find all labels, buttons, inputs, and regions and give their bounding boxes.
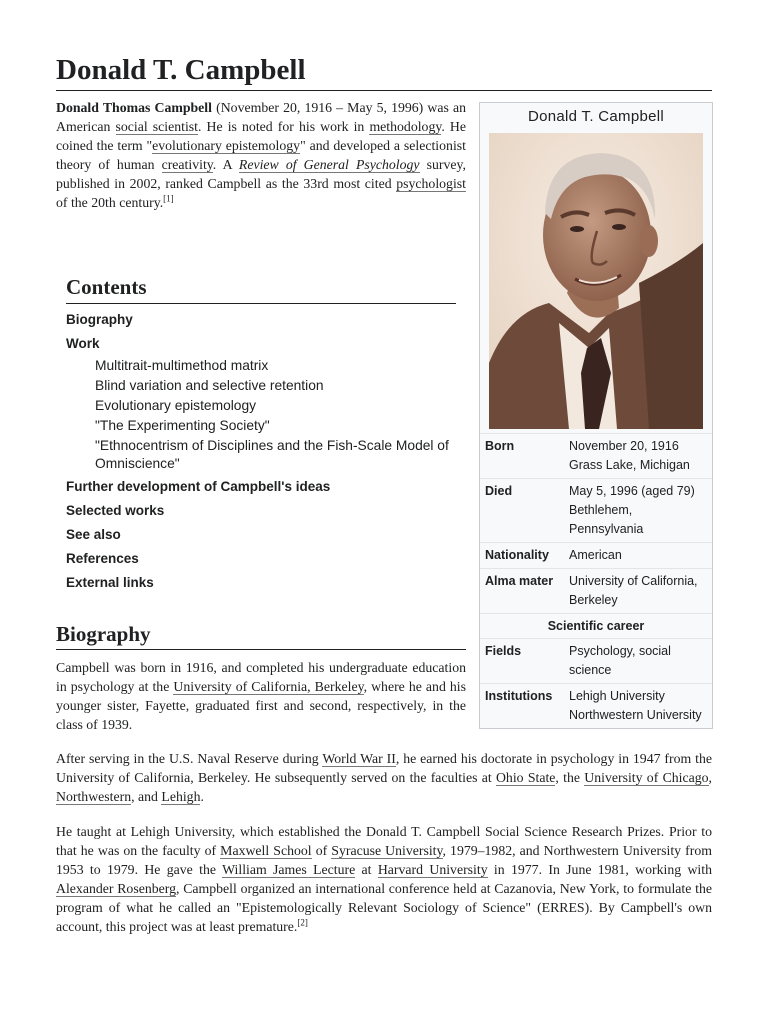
reference-2[interactable]: [2]: [297, 917, 308, 928]
section-heading-biography: Biography: [56, 620, 466, 650]
link-maxwell-school[interactable]: Maxwell School: [220, 843, 312, 858]
table-of-contents: [66, 272, 456, 595]
infobox-value: May 5, 1996 (aged 79) Bethlehem, Pennsylvania: [569, 484, 695, 536]
infobox-row-nationality: [480, 542, 712, 568]
infobox-title: Donald T. Campbell: [527, 108, 665, 125]
link-social-scientist[interactable]: social scientist: [115, 119, 198, 134]
page-title: Donald T. Campbell: [56, 52, 712, 91]
infobox-row-alma-mater: [480, 568, 712, 613]
link-review-general-psychology[interactable]: Review of General Psychology: [238, 157, 420, 172]
portrait-photo[interactable]: [489, 133, 703, 429]
lead-paragraph: Donald Thomas Campbell (November 20, 1916 – May 5, 1996) was an American social scientist. He is noted for his work in methodology. He coined the term "evolutionary epistemology" and developed a selectionist theory of human creativity. A Review of General Psychology survey, published in 2002, ranked Campbell as the 33rd most cited psychologist of the 20th century.[1]: [56, 100, 466, 210]
toc-item-experimenting-society[interactable]: "The Experimenting Society": [95, 418, 270, 433]
toc-item-external-links[interactable]: External links: [66, 575, 154, 590]
link-uc-berkeley[interactable]: University of California, Berkeley: [173, 679, 364, 694]
toc-item-further-development[interactable]: Further development of Campbell's ideas: [66, 479, 331, 494]
infobox: [479, 102, 713, 729]
infobox-label: Fields: [485, 644, 522, 658]
link-evolutionary-epistemology[interactable]: evolutionary epistemology: [152, 138, 301, 153]
toc-title: Contents: [66, 272, 456, 304]
link-lehigh[interactable]: Lehigh: [161, 789, 201, 804]
infobox-row-fields: [480, 638, 712, 683]
infobox-label: Died: [485, 484, 513, 498]
link-world-war-ii[interactable]: World War II: [322, 751, 396, 766]
toc-item-selected-works[interactable]: Selected works: [66, 503, 165, 518]
portrait-image: [489, 133, 703, 429]
biography-paragraph-1: Campbell was born in 1916, and completed his undergraduate education in psychology at the University of California, Berkeley, where he and his younger sister, Fayette, graduated first and second, respectively, in the class of 1939.: [56, 660, 467, 732]
link-william-james-lecture[interactable]: William James Lecture: [222, 862, 356, 877]
infobox-label: Institutions: [485, 689, 553, 703]
link-methodology[interactable]: methodology: [369, 119, 442, 134]
link-psychologist[interactable]: psychologist: [396, 176, 466, 191]
toc-item-ethnocentrism[interactable]: "Ethnocentrism of Disciplines and the Fish-Scale Model of Omniscience": [95, 438, 449, 471]
infobox-value: American: [569, 548, 622, 562]
biography-paragraph-2: After serving in the U.S. Naval Reserve during World War II, he earned his doctorate in psychology in 1947 from the University of California, Berkeley. He subsequently served on the faculties at Ohio State, the University of Chicago, Northwestern, and Lehigh.: [56, 751, 712, 804]
link-ohio-state[interactable]: Ohio State: [495, 770, 556, 785]
infobox-value: University of California, Berkeley: [569, 574, 698, 607]
infobox-label: Born: [485, 439, 515, 453]
reference-1[interactable]: [1]: [163, 193, 174, 204]
infobox-label: Nationality: [485, 548, 549, 562]
link-northwestern[interactable]: Northwestern: [56, 789, 132, 804]
infobox-row-born: [480, 433, 712, 478]
toc-item-references[interactable]: References: [66, 551, 139, 566]
toc-item-multitrait[interactable]: Multitrait-multimethod matrix: [95, 358, 269, 373]
toc-item-evolutionary-epistemology[interactable]: Evolutionary epistemology: [95, 398, 257, 413]
infobox-header-scientific-career: Scientific career: [480, 613, 712, 638]
link-harvard-university[interactable]: Harvard University: [377, 862, 488, 877]
subject-name: Donald Thomas Campbell: [56, 100, 212, 115]
infobox-row-institutions: [480, 683, 712, 728]
link-syracuse-university[interactable]: Syracuse University: [331, 843, 443, 858]
link-alexander-rosenberg[interactable]: Alexander Rosenberg: [56, 881, 176, 896]
toc-item-biography[interactable]: Biography: [66, 312, 133, 327]
link-creativity[interactable]: creativity: [161, 157, 213, 172]
toc-item-work[interactable]: Work: [66, 336, 100, 351]
infobox-value: Psychology, social science: [569, 644, 671, 677]
infobox-label: Alma mater: [485, 574, 554, 588]
infobox-value: Lehigh University Northwestern University: [569, 689, 702, 722]
toc-item-see-also[interactable]: See also: [66, 527, 121, 542]
infobox-row-died: [480, 478, 712, 542]
link-university-of-chicago[interactable]: University of Chicago: [584, 770, 709, 785]
infobox-value: November 20, 1916 Grass Lake, Michigan: [569, 439, 690, 472]
toc-item-blind-variation[interactable]: Blind variation and selective retention: [95, 378, 324, 393]
biography-paragraph-3: He taught at Lehigh University, which established the Donald T. Campbell Social Science Research Prizes. Prior to that he was on the faculty of Maxwell School of Syracuse University, 1979–1982, and Northwestern University from 1953 to 1979. He gave the William James Lecture at Harvard University in 1977. In June 1981, working with Alexander Rosenberg, Campbell organized an international conference held at Cazanovia, New York, to formulate the program of what he called an "Epistemologically Relevant Sociology of Science" (ERRES). By Campbell's own account, this project was at least premature.[2]: [56, 824, 712, 934]
